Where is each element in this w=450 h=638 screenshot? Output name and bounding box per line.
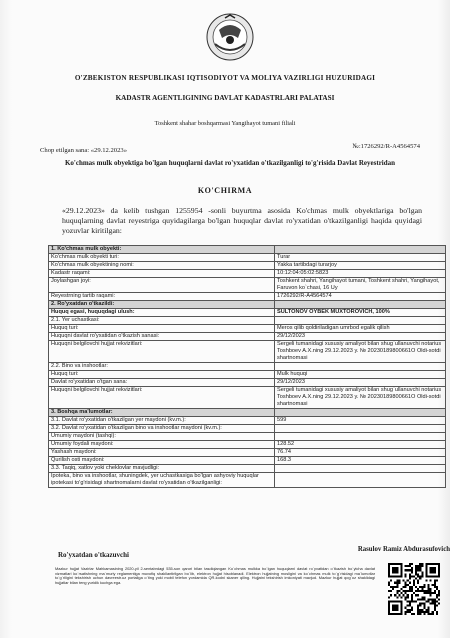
row-value: 10:12:04:05:02:5823 — [275, 270, 446, 278]
row-value — [275, 425, 446, 433]
row-value: Sergeli tumanidagi xususiy amaliyot bilan shug`ullanuvchi notarius Toshboev A.X.ning 29.12.2023 y. № 20230189800661O Oldi-sotdi shartnomasi — [275, 341, 446, 363]
row-value: 168.3 — [275, 457, 446, 465]
table-row — [49, 262, 446, 270]
branch-header: Toshkent shahar boshqarmasi Yangihayot tumani filiali — [154, 120, 296, 127]
row-value: Yakka tartibdagi turarjoy — [275, 262, 446, 270]
row-value: Meros qilib qoldiriladigan umrbod egalik qilish — [275, 325, 446, 333]
table-section-row — [49, 301, 446, 309]
row-label: 3.2. Davlat ro'yxatidan o'tkazilgan bino va inshootlar maydoni (kv.m.): — [49, 425, 275, 433]
registrar-name: Rasulov Ramiz Abdurasufovich — [357, 546, 450, 553]
registry-table — [48, 245, 446, 488]
row-value: Toshkent shahri, Yangihayot tumani, Toshkent shahri, Yangihayot, Faruvon ko`chasi, 16 Uy — [275, 278, 446, 293]
table-row — [49, 278, 446, 293]
table-row — [49, 387, 446, 409]
row-label: Huquq turi: — [49, 325, 275, 333]
row-label: Yashash maydoni: — [49, 449, 275, 457]
state-emblem-icon — [205, 12, 255, 62]
document-title: Ko'chmas mulk obyektiga bo'lgan huquqlarni davlat ro'yxatidan o'tkazilganligi to'g'risida Davlat Reyestridan — [64, 159, 396, 167]
table-row — [49, 309, 446, 317]
intro-paragraph: «29.12.2023» da kelib tushgan 1255954 -sonli buyurtma asosida Ko'chmas mulk obyektlariga bo'lgan huquqlarning davlat reyestriga quyidagilarga bo'lgan huquqlar davlat ro'yxatidan o'tkazilganligi haqida quyidagi yozuvlar kiritilgan: — [62, 206, 422, 236]
row-value: SULTONOV OYBEK MUXTOROVICH, 100% — [275, 309, 446, 317]
table-row — [49, 433, 446, 441]
ministry-header: O'ZBEKISTON RESPUBLIKASI IQTISODIYOT VA MOLIYA VAZIRLIGI HUZURIDAGI — [74, 74, 376, 82]
row-value: 599 — [275, 417, 446, 425]
table-row — [49, 333, 446, 341]
row-label: Qurilish osti maydoni: — [49, 457, 275, 465]
row-label: Ko'chmas mulk obyektining nomi: — [49, 262, 275, 270]
document-subtitle: KO'CHIRMA — [197, 186, 253, 195]
table-row — [49, 441, 446, 449]
table-row — [49, 363, 446, 371]
agency-header: KADASTR AGENTLIGINING DAVLAT KADASTRLARI PALATASI — [115, 94, 335, 102]
row-label: 3. Boshqa ma'lumotlar: — [49, 409, 275, 417]
footer-notice: Mazkur hujjat Vazirlar Mahkamasining 2020-yil 2-sentabrdagi 535-son qarori bilan tasdiqlangan Ko`chmas mulkka bo`lgan huquqlarni davlat ro`yxatidan o`tkazish bo`yicha davlat xizmatlari ko`rsatishning ma`muriy reglamentiga muvofiq shakllantirilgan bo`lib, elektron hujjat hisoblanadi. Elektron hujjatning mosligini va ko`chmas mulk to`g`risidagi ma`lumotlar to`g`riligini tekshirish uchun davreestr.uz portaliga o`ting yoki mobil telefon yordamida QR-kodni skaner qiling. Hujjatni tekshirish imkoniyati mavjud. Mazkur hujjat qog`oz shaklidagi hujjatlar bilan teng yuridik kuchga ega. — [55, 566, 375, 586]
print-date: Chop etilgan sana: «29.12.2023» — [40, 147, 127, 154]
table-row — [49, 254, 446, 262]
table-row — [49, 379, 446, 387]
row-label: 1. Ko'chmas mulk obyekti: — [49, 246, 275, 254]
row-value: 1726292/R-A4564574 — [275, 293, 446, 301]
row-label: Ipoteka, bino va inshootlar, shuningdek, yer uchastkasiga bo'lgan ashyoviy huquqlar ipotekasi to'g'risidagi shartnomalarni davlat ro'yxatidan o'tkazilganligi: — [49, 473, 275, 488]
table-section-row — [49, 246, 446, 254]
row-value — [275, 473, 446, 488]
row-value: Mulk huquqi — [275, 371, 446, 379]
registration-number: №:1726292/R-A4564574 — [352, 143, 420, 150]
table-section-row — [49, 409, 446, 417]
table-row — [49, 425, 446, 433]
row-label: Umumiy maydoni (tashqi): — [49, 433, 275, 441]
row-value: Sergeli tumanidagi xususiy amaliyot bilan shug`ullanuvchi notarius Toshboev A.X.ning 29.12.2023 y. № 20230189800661O Oldi-sotdi shartnomasi — [275, 387, 446, 409]
row-label: Reyestrning tartib raqami: — [49, 293, 275, 301]
table-row — [49, 325, 446, 333]
row-label: 3.1. Davlat ro'yxatidan o'tkazilgan yer maydoni (kv.m.): — [49, 417, 275, 425]
qr-code-icon[interactable] — [388, 563, 440, 615]
table-row — [49, 293, 446, 301]
row-label: 2.1. Yer uchastkasi: — [49, 317, 275, 325]
row-label: Umumiy foydali maydoni: — [49, 441, 275, 449]
row-label: Ko'chmas mulk obyekti turi: — [49, 254, 275, 262]
row-value — [275, 246, 446, 254]
row-value — [275, 301, 446, 309]
row-value: 76.74 — [275, 449, 446, 457]
row-value: 29/12/2023 — [275, 333, 446, 341]
row-label: Huquqni davlat ro'yxatidan o'tkazish sanasi: — [49, 333, 275, 341]
row-label: 3.3. Taqiq, xatlov yoki cheklovlar mavjudligi: — [49, 465, 275, 473]
table-row — [49, 317, 446, 325]
row-label: 2.2. Bino va inshootlar: — [49, 363, 275, 371]
table-row — [49, 270, 446, 278]
row-value — [275, 433, 446, 441]
row-value: 29/12/2023 — [275, 379, 446, 387]
table-row — [49, 457, 446, 465]
row-value — [275, 317, 446, 325]
row-label: Huquq turi: — [49, 371, 275, 379]
registrar-label: Ro'yxatdan o'tkazuvchi — [58, 551, 129, 559]
row-label: Joylashgan joyi: — [49, 278, 275, 293]
row-label: Davlat ro'yxatidan o'tgan sana: — [49, 379, 275, 387]
row-label: Huquqni belgilovchi hujjat rekvizitlari: — [49, 341, 275, 363]
row-label: Huquqni belgilovchi hujjat rekvizitlari: — [49, 387, 275, 409]
table-row — [49, 341, 446, 363]
table-row — [49, 449, 446, 457]
row-value — [275, 363, 446, 371]
row-value — [275, 409, 446, 417]
table-row — [49, 465, 446, 473]
row-value: 128.52 — [275, 441, 446, 449]
row-label: Kadastr raqami: — [49, 270, 275, 278]
row-label: 2. Ro'yxatdan o'tkazildi: — [49, 301, 275, 309]
table-row — [49, 371, 446, 379]
row-label: Huquq egasi, huquqdagi ulush: — [49, 309, 275, 317]
row-value: Turar — [275, 254, 446, 262]
table-row — [49, 417, 446, 425]
table-row — [49, 473, 446, 488]
row-value — [275, 465, 446, 473]
